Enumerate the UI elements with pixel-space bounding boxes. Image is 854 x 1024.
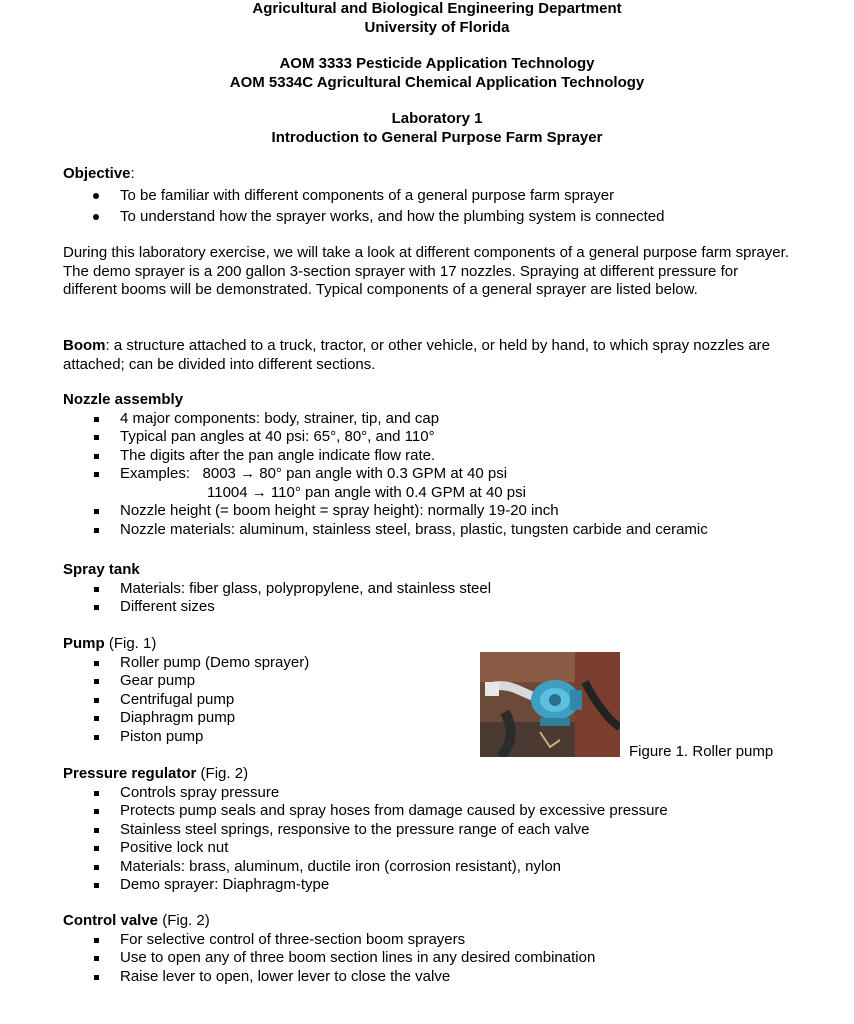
- list-item: Piston pump: [63, 728, 463, 747]
- pump-heading: Pump: [63, 635, 105, 652]
- course-title-2: AOM 5334C Agricultural Chemical Application Technology: [229, 73, 645, 91]
- list-item: Different sizes: [63, 598, 803, 617]
- list-item: Gear pump: [63, 672, 463, 691]
- objective-colon: :: [130, 165, 135, 182]
- header-block: [0, 0, 854, 37]
- list-item: Controls spray pressure: [63, 784, 803, 803]
- course-block: [0, 55, 854, 92]
- list-item: The digits after the pan angle indicate flow rate.: [63, 447, 803, 466]
- objective-heading: Objective: [63, 165, 131, 182]
- lab-title: Introduction to General Purpose Farm Sprayer: [271, 128, 603, 146]
- lab-block: [0, 110, 854, 147]
- boom-text: : a structure attached to a truck, tractor, or other vehicle, or held by hand, to which spray nozzles are attached; can be divided into different sections.: [63, 337, 771, 373]
- boom-heading: Boom: [63, 337, 106, 354]
- valve-list: [63, 931, 803, 987]
- figure-1-caption: Figure 1. Roller pump: [629, 743, 774, 760]
- objective-list: [63, 187, 803, 227]
- regulator-heading: Pressure regulator: [63, 765, 197, 782]
- list-item: Use to open any of three boom section lines in any desired combination: [63, 949, 803, 968]
- list-item: To be familiar with different components of a general purpose farm sprayer: [63, 187, 803, 206]
- list-item: 4 major components: body, strainer, tip, and cap: [63, 410, 803, 429]
- boom-paragraph: [63, 337, 798, 374]
- regulator-ref: (Fig. 2): [196, 765, 249, 782]
- examples-line-2: 11004 → 110° pan angle with 0.4 GPM at 40 psi: [207, 483, 526, 501]
- lab-number: Laboratory 1: [391, 110, 483, 127]
- list-item: Diaphragm pump: [63, 709, 463, 728]
- nozzle-list: [63, 410, 803, 540]
- objective-section: [63, 165, 803, 227]
- examples-line-1: Examples: 8003 → 80° pan angle with 0.3 GPM at 40 psi: [120, 465, 508, 482]
- list-item: For selective control of three-section boom sprayers: [63, 931, 803, 950]
- list-item: Nozzle height (= boom height = spray height): normally 19-20 inch: [63, 502, 803, 521]
- tank-section: [63, 561, 803, 617]
- roller-pump-image: [480, 652, 620, 757]
- list-item: Roller pump (Demo sprayer): [63, 654, 463, 673]
- list-item: Materials: brass, aluminum, ductile iron (corrosion resistant), nylon: [63, 858, 803, 877]
- list-item: Stainless steel springs, responsive to the pressure range of each valve: [63, 821, 803, 840]
- list-item-examples: [63, 465, 803, 502]
- list-item: Raise lever to open, lower lever to close the valve: [63, 968, 803, 987]
- tank-list: [63, 580, 803, 617]
- regulator-list: [63, 784, 803, 895]
- nozzle-heading: Nozzle assembly: [63, 391, 184, 408]
- intro-paragraph: During this laboratory exercise, we will take a look at different components of a general purpose farm sprayer. The demo sprayer is a 200 gallon 3-section sprayer with 17 nozzles. Spraying at different pressure for different booms will be demonstrated. Typical components of a general sprayer are listed below.: [63, 244, 789, 298]
- roller-pump-photo: [480, 652, 620, 757]
- university-title: University of Florida: [364, 18, 510, 36]
- valve-heading: Control valve: [63, 912, 159, 929]
- tank-heading: Spray tank: [63, 561, 140, 578]
- list-item: Nozzle materials: aluminum, stainless steel, brass, plastic, tungsten carbide and ceramic: [63, 521, 803, 540]
- regulator-section: [63, 765, 803, 895]
- nozzle-section: [63, 391, 803, 539]
- list-item: Materials: fiber glass, polypropylene, and stainless steel: [63, 580, 803, 599]
- valve-ref: (Fig. 2): [158, 912, 210, 929]
- course-title-1: AOM 3333 Pesticide Application Technology: [279, 55, 595, 72]
- pump-section: [63, 635, 463, 746]
- list-item: Protects pump seals and spray hoses from damage caused by excessive pressure: [63, 802, 803, 821]
- list-item: Typical pan angles at 40 psi: 65°, 80°, and 110°: [63, 428, 803, 447]
- pump-ref: (Fig. 1): [104, 635, 157, 652]
- pump-list: [63, 654, 463, 747]
- department-title: Agricultural and Biological Engineering Department: [252, 0, 622, 17]
- list-item: Positive lock nut: [63, 839, 803, 858]
- list-item: Centrifugal pump: [63, 691, 463, 710]
- list-item: Demo sprayer: Diaphragm-type: [63, 876, 803, 895]
- valve-section: [63, 912, 803, 986]
- list-item: To understand how the sprayer works, and how the plumbing system is connected: [63, 208, 803, 227]
